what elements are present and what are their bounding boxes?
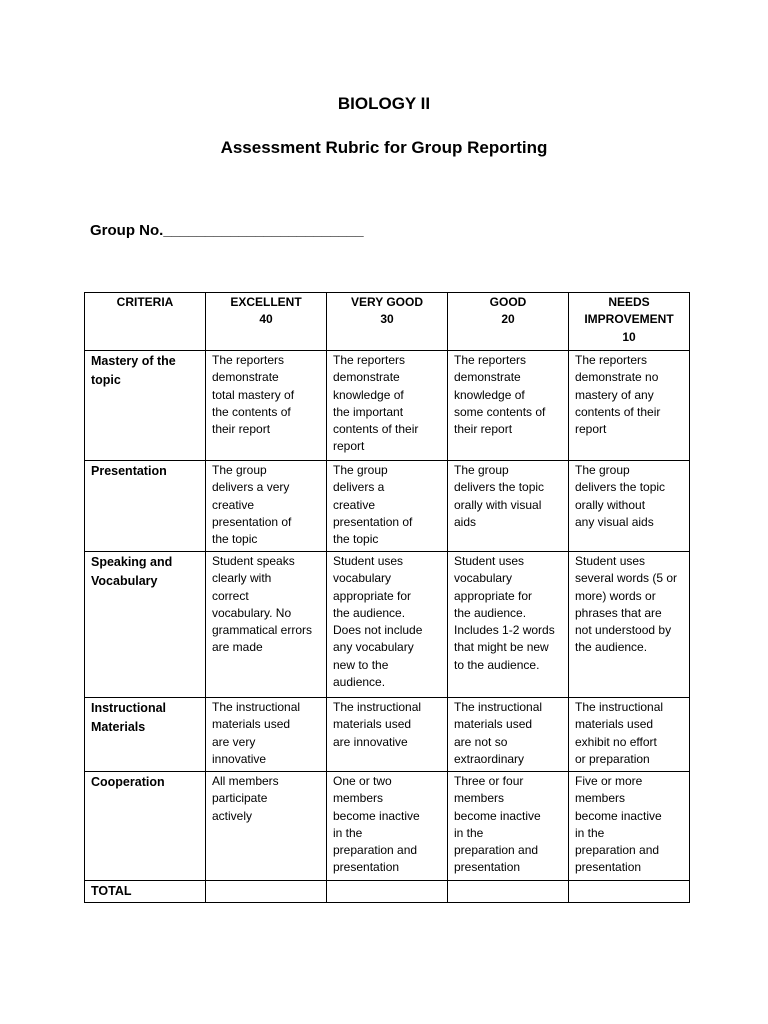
criterion-cooperation: Cooperation bbox=[85, 772, 206, 881]
criterion-materials: Instructional Materials bbox=[85, 698, 206, 772]
header-very-good: VERY GOOD 30 bbox=[327, 293, 448, 351]
cell-presentation-very-good: The group delivers a creative presentation of the topic bbox=[327, 461, 448, 552]
table-row bbox=[85, 351, 690, 461]
cell-presentation-excellent: The group delivers a very creative presentation of the topic bbox=[206, 461, 327, 552]
header-needs-improvement: NEEDS IMPROVEMENT 10 bbox=[569, 293, 690, 351]
table-row bbox=[85, 772, 690, 881]
cell-presentation-needs-improvement: The group delivers the topic orally without any visual aids bbox=[569, 461, 690, 552]
header-excellent: EXCELLENT 40 bbox=[206, 293, 327, 351]
rubric-table bbox=[84, 292, 690, 903]
group-number-blank: ________________________ bbox=[163, 222, 364, 239]
cell-speaking-needs-improvement: Student uses several words (5 or more) words or phrases that are not understood by the audience. bbox=[569, 552, 690, 698]
cell-cooperation-good: Three or four members become inactive in the preparation and presentation bbox=[448, 772, 569, 881]
header-row bbox=[85, 293, 690, 351]
cell-materials-needs-improvement: The instructional materials used exhibit no effort or preparation bbox=[569, 698, 690, 772]
criterion-mastery: Mastery of the topic bbox=[85, 351, 206, 461]
header-criteria: CRITERIA bbox=[85, 293, 206, 351]
cell-materials-good: The instructional materials used are not so extraordinary bbox=[448, 698, 569, 772]
criterion-speaking: Speaking and Vocabulary bbox=[85, 552, 206, 698]
cell-speaking-good: Student uses vocabulary appropriate for the audience. Includes 1-2 words that might be new to the audience. bbox=[448, 552, 569, 698]
header-needs-improvement-score: 10 bbox=[622, 329, 636, 344]
total-needs-improvement-cell bbox=[569, 881, 690, 903]
total-label: TOTAL bbox=[85, 881, 206, 903]
cell-speaking-very-good: Student uses vocabulary appropriate for the audience. Does not include any vocabulary new to the audience. bbox=[327, 552, 448, 698]
cell-mastery-needs-improvement: The reporters demonstrate no mastery of any contents of their report bbox=[569, 351, 690, 461]
header-very-good-score: 30 bbox=[380, 312, 394, 327]
cell-materials-very-good: The instructional materials used are innovative bbox=[327, 698, 448, 772]
total-very-good-cell bbox=[327, 881, 448, 903]
table-row bbox=[85, 552, 690, 698]
group-number-field bbox=[90, 222, 364, 239]
cell-mastery-good: The reporters demonstrate knowledge of some contents of their report bbox=[448, 351, 569, 461]
subject-title: BIOLOGY II bbox=[337, 94, 431, 113]
criterion-presentation: Presentation bbox=[85, 461, 206, 552]
cell-cooperation-excellent: All members participate actively bbox=[206, 772, 327, 881]
rubric-heading: Assessment Rubric for Group Reporting bbox=[220, 138, 548, 157]
table-row bbox=[85, 461, 690, 552]
header-excellent-score: 40 bbox=[259, 312, 273, 327]
header-good: GOOD 20 bbox=[448, 293, 569, 351]
total-good-cell bbox=[448, 881, 569, 903]
cell-mastery-excellent: The reporters demonstrate total mastery of the contents of their report bbox=[206, 351, 327, 461]
cell-materials-excellent: The instructional materials used are very innovative bbox=[206, 698, 327, 772]
cell-cooperation-needs-improvement: Five or more members become inactive in the preparation and presentation bbox=[569, 772, 690, 881]
header-good-score: 20 bbox=[501, 312, 515, 327]
cell-mastery-very-good: The reporters demonstrate knowledge of the important contents of their report bbox=[327, 351, 448, 461]
total-row bbox=[85, 881, 690, 903]
cell-speaking-excellent: Student speaks clearly with correct vocabulary. No grammatical errors are made bbox=[206, 552, 327, 698]
cell-cooperation-very-good: One or two members become inactive in the preparation and presentation bbox=[327, 772, 448, 881]
table-row bbox=[85, 698, 690, 772]
cell-presentation-good: The group delivers the topic orally with visual aids bbox=[448, 461, 569, 552]
total-excellent-cell bbox=[206, 881, 327, 903]
group-number-label: Group No. bbox=[90, 222, 164, 239]
